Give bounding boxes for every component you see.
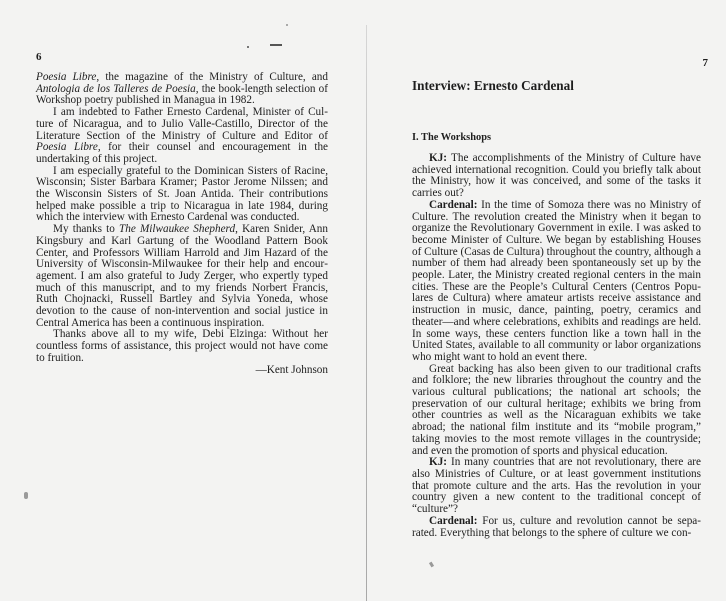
paragraph (412, 153, 701, 200)
italic-title-text: Poesia Libre, (36, 71, 100, 83)
paragraph-text: In the time of Somoza there was no Ministry of Culture. The revolution created the Ministry when it began to organize the Revolutionary Government in exile. I was asked to become Minister of Culture. We began by establishing Houses of Culture (Casas de Cultura) throughout the country, although a number of them had already been spontaneously set up by the people. Later, the Ministry created regional centers in the main cities. These are the People’s Cultural Centers (Centros Populares de Cultura) where amateur artists receive assistance and instruction in music, dance, painting, poetry, ceramics and theater—and where celebrations, exhibits and readings are held. In some ways, these centers function like a town hall in the United States, available to all community or labor organizations who might want to hold an event there. (412, 198, 701, 363)
paragraph-text: the magazine of the Ministry of Culture, and (99, 71, 328, 83)
speaker-label: KJ: (429, 456, 448, 469)
section-heading: I. The Workshops (412, 132, 492, 143)
paragraph-text: The accomplishments of the Ministry of Culture have achieved international recognition. Could you briefly talk about the Ministry, how it was conceived, and some of the tasks it carries out? (412, 152, 701, 200)
paragraph (412, 364, 701, 458)
italic-title-text: The Milwaukee Shepherd (119, 223, 236, 236)
speaker-label: Cardenal: (429, 514, 478, 527)
author-signature: —Kent Johnson (255, 363, 328, 376)
paragraph-text: Thanks above all to my wife, Debi Elzinga: Without her countless forms of assistance, this project would not have come to fruition. (36, 328, 328, 364)
paragraph (412, 200, 701, 364)
paragraph (36, 329, 328, 364)
paragraph (36, 107, 328, 166)
paragraph-text: In many countries that are not revolutionary, there are also Ministries of Culture, or at least government institutions that promote culture and the arts. Has the revolution in your country given a new content to the traditional concept of “culture”? (412, 456, 701, 516)
scan-smudge (24, 492, 28, 499)
italic-title-text: Poesia Libre, (36, 141, 101, 154)
speaker-label: KJ: (429, 152, 448, 164)
italic-title-text: Antologia de los Talleres de Poesia, (36, 82, 199, 95)
paragraph (412, 457, 701, 516)
paragraph-text: the book-length selection of Workshop poetry published in Managua in 1982. (36, 82, 328, 107)
paragraph-text: I am indebted to Father Ernesto Cardenal, Minister of Culture of Nicaragua, and to Julio Valle-Castillo, Director of the Literature Section of the Ministry of Culture and Editor of (36, 106, 328, 142)
right-page-body (412, 153, 701, 539)
paragraph-text: for their counsel and encouragement in the undertaking of this project. (36, 141, 329, 165)
page-number: 7 (702, 57, 708, 69)
paragraph-text: For us, culture and revolution cannot be separated. Everything that belongs to the sphere of culture we con- (412, 514, 701, 539)
chapter-title: Interview: Ernesto Cardenal (412, 78, 574, 93)
page-gutter (366, 25, 367, 601)
paragraph-text: I am especially grateful to the Dominican Sisters of Racine, Wisconsin; Sister Barbara Kramer; Pastor Jerome Nilssen; and the Wisconsin Sisters of St. Joan Antida. Their contributions helped make possible a trip to Nicaragua in late 1984, during which the interview with Ernesto Cardenal was conducted. (36, 164, 328, 224)
paragraph-text: My thanks to (53, 223, 120, 236)
paragraph (412, 516, 701, 539)
left-page (36, 0, 328, 601)
paragraph-text: , Karen Snider, Ann Kingsbury and Karl Gartung of the Woodland Pattern Book Center, and Professors William Harrold and Jim Hazard of the University of Wisconsin-Milwaukee for their help and encouragement. I am also grateful to Judy Zerger, who expertly typed much of this manuscript, and to my friends Norbert Francis, Ruth Chojnacki, Russell Bartley and Sylvia Yoneda, whose devotion to the cause of non-intervention and social justice in Central America has been a continuous inspiration. (36, 223, 328, 329)
right-page (412, 0, 708, 601)
paragraph-text: Great backing has also been given to our traditional crafts and folklore; the new libraries throughout the country and the various cultural publications; the national art schools; the preservation of our cultural heritage; exhibits we bring from other countries as well as the Nicaraguan exhibits we take abroad; the national film institute and its “mobile program,” taking movies to the most remote villages in the countryside; and even the promotion of sports and physical education. (412, 362, 701, 457)
paragraph (36, 72, 328, 107)
speaker-label: Cardenal: (429, 198, 478, 211)
left-page-body (36, 72, 328, 376)
paragraph (36, 166, 328, 225)
paragraph (36, 224, 328, 329)
page-number: 6 (36, 51, 42, 63)
